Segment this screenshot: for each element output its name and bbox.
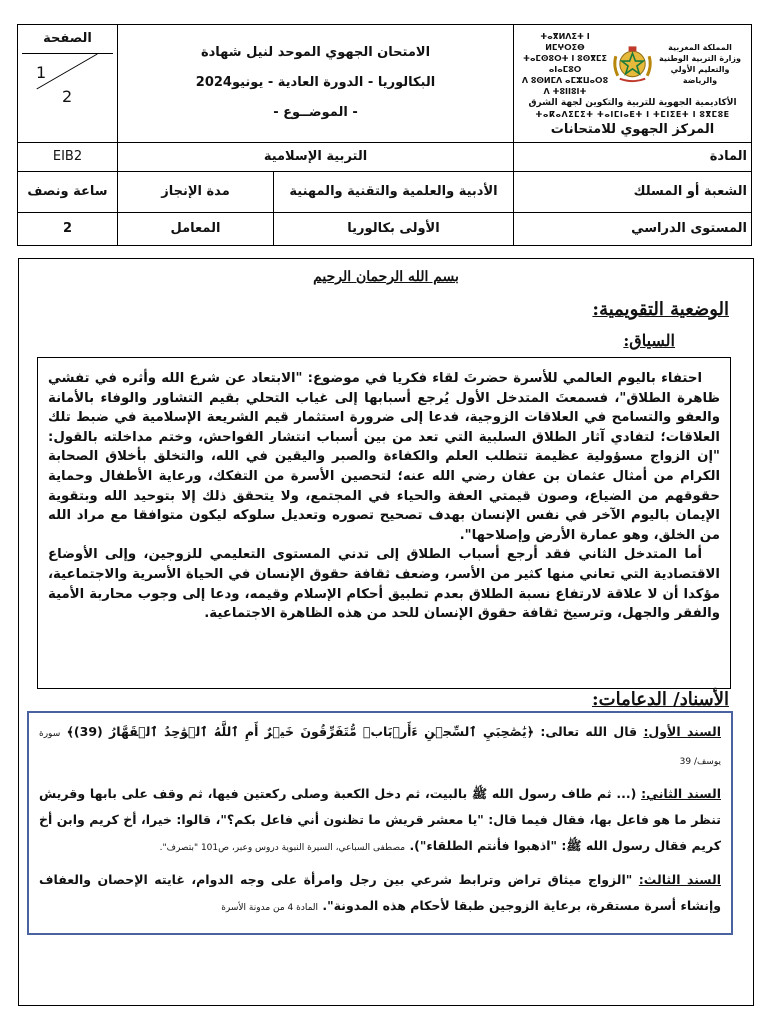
page-separator	[22, 53, 113, 54]
page-number: 1	[35, 63, 47, 82]
section-title-evaluation: الوضعية التقويمية:	[592, 299, 729, 320]
page-total: 2	[61, 87, 73, 106]
supports-title: الأسناد/ الدعامات:	[592, 689, 729, 710]
ministry-name-tifinagh: ⵜⴰⴳⵍⴷⵉⵜ ⵏ ⵍⵎⵖⵔⵉⴱ ⵜⴰⵎⵙⵓⵔⵜ ⵏ ⵓⵙⴳⵎⵉ ⴰⵏⴰⵎⵓⵔ ⴷ ⵓⵙⵍⵎⴷ ⴰⵎⵣⵡⴰⵔⵓ ⴷ ⵜⵓⵏⵏⵓⵏⵜ	[521, 32, 609, 97]
support-3	[39, 867, 721, 921]
duration-label: مدة الإنجاز	[117, 171, 273, 212]
context-paragraph-2: أما المتدخل الثاني فقد أرجع أسباب الطلاق إلى تدني المستوى التعليمي للزوجين، وإلى الأوضاع الاقتصادية التي تعاني منها كثير من الأسر، وضعف ثقافة حقوق الإنسان في الحياة الأسرية والاجتماعية، مؤكدا أن لا علاقة لارتفاع نسبة الطلاق بعدم تطبيق أحكام الإسلام وقيمه، ودعا إلى وجوب محاربة الأمية والفقر والجهل، وترسيخ ثقافة حقوق الإنسان للحد من هذه الظاهرة الاجتماعية.	[48, 547, 720, 622]
academy-name-arabic: الأكاديمية الجهوية للتربية والتكوين لجهة الشرق	[528, 98, 737, 109]
support-2-label: السند الثاني:	[641, 786, 721, 801]
supports-box	[27, 711, 733, 935]
subject-value: التربية الإسلامية	[117, 142, 513, 171]
level-value: الأولى بكالوريا	[274, 212, 514, 245]
support-2-reference: مصطفى السباعي، السيرة النبوية دروس وعبر، ص101 "بتصرف".	[159, 843, 406, 853]
support-1-text: قال الله تعالى: ﴿يَٰصَٰحِبَيِ ٱلسِّجۡنِ ءَأَرۡبَابٞ مُّتَفَرِّقُونَ خَيۡرٌ أَمِ ٱللَّهُ ٱلۡوَٰحِدُ ٱلۡقَهَّارُ (39)﴾	[66, 724, 638, 739]
branch-label: الشعبة أو المسلك	[514, 171, 752, 212]
subject-label: المادة	[514, 142, 752, 171]
exam-header	[18, 24, 752, 246]
exam-title-line3: - الموضــوع -	[273, 105, 358, 121]
coefficient-label: المعامل	[117, 212, 273, 245]
context-paragraph-1: احتفاء باليوم العالمي للأسرة حضرتَ لقاء فكريا في موضوع: "الابتعاد عن شرع الله وأثره في تفشي ظاهرة الطلاق"، فسمعتَ المتدخل الأول يُرجع أسبابها إلى غياب التحلي بقيم التشاور والوفاء بالأمانة والعفو والتسامح في العلاقات الزوجية، فدعا إلى ضرورة استثمار قيم الشريعة الإسلامية في ضبط تلك العلاقات؛ لتفادي آثار الطلاق السلبية التي تعد من بين أسباب انتشار الفواحش، وختم مداخلته بالقول: "إن الزواج مسؤولية عظيمة تتطلب العلم والكفاءة والصبر واليقين في الله، والتخلق بأخلاق الصحابة الكرام من أمثال عثمان بن عفان رضي الله عنه؛ لتحصين الأسرة من التفكك، ورعاية الأطفال وحماية حقوقهم من الضياع، وصون قيمتي العفة والحياء في المجتمع، ولا يتحقق ذلك إلا بتوحيد الله وبتقوية الإيمان باليوم الآخر في نفس الإنسان بهدف تصحيح تصوره وتعديل سلوكه ليكون متوافقا مع مراد الله من الخلق، وهو عمارة الأرض وإصلاحها".	[48, 371, 720, 543]
exam-title-cell	[117, 25, 513, 143]
support-1-reference: سورة يوسف/ 39	[39, 729, 721, 767]
page-label: الصفحة	[43, 31, 92, 46]
exam-body-frame	[18, 258, 754, 1006]
ministry-cell	[514, 25, 752, 143]
ministry-name-arabic: المملكة المغربية وزارة التربية الوطنية والتعليم الأولي والرياضة	[658, 43, 741, 86]
context-box	[37, 357, 731, 689]
exam-center-name: المركز الجهوي للامتحانات	[550, 122, 715, 138]
context-title: السياق:	[623, 331, 675, 350]
header-table	[17, 24, 752, 246]
exam-title-line2: البكالوريا - الدورة العادية - يونيو2024	[195, 75, 436, 91]
exam-title-line1: الامتحان الجهوي الموحد لنيل شهادة	[200, 45, 431, 61]
support-3-text: "الزواج ميثاق تراض وترابط شرعي بين رجل وامرأة على وجه الدوام، غايته الإحصان والعفاف وإنشاء أسرة مستقرة، برعاية الزوجين طبقا لأحكام هذه المدونة".	[39, 872, 721, 913]
bismillah: بسم الله الرحمان الرحيم	[313, 269, 459, 285]
branch-value: الأدبية والعلمية والتقنية والمهنية	[274, 171, 514, 212]
ministry-block	[520, 31, 745, 138]
support-3-label: السند الثالث:	[638, 872, 722, 887]
support-2-text: (... ثم طاف رسول الله ﷺ بالبيت، ثم دخل الكعبة وصلى ركعتين فيها، ثم وقف على بابها وقريش تنظر ما هو فاعل بها، فقال فيما قال: "يا معشر قريش ما تظنون أني فاعل بكم؟"، قالوا: خيرا، أخ كريم وابن أخ كريم فقال رسول الله ﷺ: "اذهبوا فأنتم الطلقاء").	[39, 786, 721, 853]
support-3-reference: المادة 4 من مدونة الأسرة	[221, 903, 319, 913]
support-1	[39, 719, 721, 775]
coefficient-value: 2	[17, 212, 117, 245]
academy-name-tifinagh: ⵜⴰⴽⴰⴷⵉⵎⵉⵜ ⵜⴰⵏⵎⵏⴰⴹⵜ ⵏ ⵜⵎⵏⵉⴹⵜ ⵏ ⵓⴳⵎⵓⴹ	[535, 110, 730, 120]
moroccan-emblem-icon	[610, 44, 655, 84]
page-number-cell	[17, 25, 117, 143]
subject-code: EIB2	[17, 142, 117, 171]
support-2	[39, 781, 721, 861]
duration-value: ساعة ونصف	[17, 171, 117, 212]
support-1-label: السند الأول:	[643, 724, 721, 739]
level-label: المستوى الدراسي	[514, 212, 752, 245]
